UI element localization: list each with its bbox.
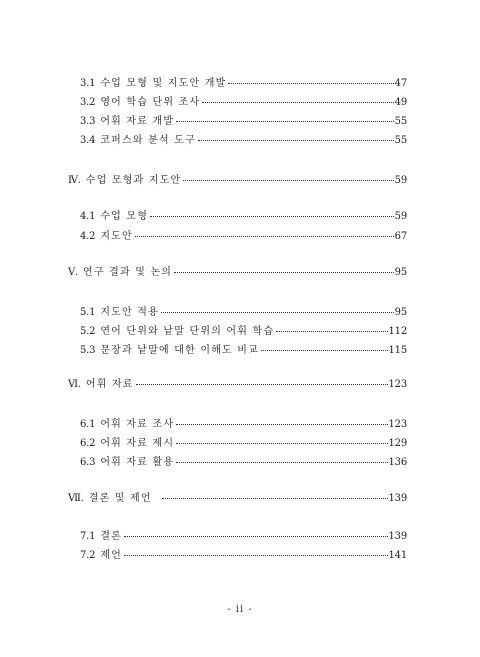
toc-page: 59 [394, 175, 407, 186]
dot-leader [135, 236, 394, 237]
dot-leader [176, 424, 387, 425]
toc-title: 수업 모형과 지도안 [85, 175, 182, 186]
dot-leader [124, 536, 387, 537]
toc-number: 6.1 [80, 419, 96, 430]
dot-leader [124, 555, 387, 556]
toc-entry-4-1[interactable] [80, 210, 407, 224]
toc-entry-5-1[interactable] [80, 306, 407, 320]
toc-number: 6.2 [80, 438, 96, 449]
toc-entry-5-2[interactable] [80, 325, 407, 339]
dot-leader [261, 350, 387, 351]
toc-chapter-7[interactable] [68, 492, 407, 506]
toc-title: 어휘 자료 활용 [100, 457, 175, 468]
toc-title: 문장과 낱말에 대한 이해도 비교 [100, 345, 260, 356]
toc-entry-6-1[interactable] [80, 418, 407, 432]
toc-title: 코퍼스와 분석 도구 [100, 135, 196, 146]
toc-number: 3.2 [80, 97, 96, 108]
toc-page: 49 [394, 97, 407, 108]
toc-title: 지도안 적용 [100, 307, 159, 318]
toc-entry-6-3[interactable] [80, 456, 407, 470]
dot-leader [174, 272, 394, 273]
dot-leader [176, 462, 387, 463]
toc-title: 지도안 [100, 231, 133, 242]
toc-title: 어휘 자료 제시 [100, 438, 175, 449]
dot-leader [202, 102, 393, 103]
toc-page: 115 [388, 345, 407, 356]
toc-number: 3.4 [80, 135, 96, 146]
dot-leader [228, 83, 393, 84]
toc-page: 139 [388, 493, 407, 504]
toc-page: 123 [388, 379, 407, 390]
toc-number: 7.2 [80, 550, 96, 561]
toc-title: 수업 모형 [100, 211, 149, 222]
toc-number: 3.1 [80, 78, 96, 89]
toc-entry-3-4[interactable] [80, 134, 407, 148]
toc-number: 4.1 [80, 211, 96, 222]
toc-entry-4-2[interactable] [80, 230, 407, 244]
toc-page: 95 [394, 307, 407, 318]
toc-number: 4.2 [80, 231, 96, 242]
toc-title: 제언 [100, 550, 123, 561]
toc-entry-3-1[interactable] [80, 77, 407, 91]
dot-leader [276, 331, 387, 332]
toc-page: 55 [394, 135, 407, 146]
toc-entry-3-2[interactable] [80, 96, 407, 110]
toc-number: Ⅴ. [68, 267, 79, 278]
toc-page: 141 [388, 550, 407, 561]
toc-number: Ⅶ. [68, 493, 84, 504]
dot-leader [183, 180, 393, 181]
toc-number: 6.3 [80, 457, 96, 468]
dot-leader [161, 312, 394, 313]
dot-leader [150, 216, 394, 217]
toc-title: 수업 모형 및 지도안 개발 [100, 78, 227, 89]
toc-chapter-4[interactable] [68, 174, 407, 188]
toc-entry-6-2[interactable] [80, 437, 407, 451]
toc-number: 5.2 [80, 326, 96, 337]
toc-title: 연어 단위와 낱말 단위의 어휘 학습 [100, 326, 275, 337]
toc-title: 어휘 자료 개발 [100, 116, 175, 127]
toc-title: 결론 [100, 531, 123, 542]
dot-leader [176, 443, 387, 444]
toc-title: 어휘 자료 조사 [100, 419, 175, 430]
dot-leader [176, 121, 393, 122]
toc-page: 95 [394, 267, 407, 278]
toc-entry-7-1[interactable] [80, 530, 407, 544]
toc-chapter-6[interactable] [68, 378, 407, 392]
toc-chapter-5[interactable] [68, 266, 407, 280]
dot-leader [198, 140, 394, 141]
toc-title: 영어 학습 단위 조사 [100, 97, 201, 108]
toc-page: 139 [388, 531, 407, 542]
dot-leader [162, 498, 388, 499]
dot-leader [136, 384, 388, 385]
toc-page: 55 [394, 116, 407, 127]
toc-number: Ⅳ. [68, 175, 81, 186]
toc-entry-5-3[interactable] [80, 344, 407, 358]
toc-page: 136 [388, 457, 407, 468]
toc-page: 129 [388, 438, 407, 449]
toc-entry-3-3[interactable] [80, 115, 407, 129]
page-number: - ii - [227, 604, 253, 615]
toc-number: 7.1 [80, 531, 96, 542]
toc-page: 112 [388, 326, 407, 337]
toc-entry-7-2[interactable] [80, 549, 407, 563]
toc-page: 123 [388, 419, 407, 430]
toc-page: 59 [394, 211, 407, 222]
toc-page: 47 [394, 78, 407, 89]
toc-number: Ⅵ. [68, 379, 81, 390]
toc-title: 결론 및 제언 [88, 493, 152, 504]
toc-page: 67 [394, 231, 407, 242]
toc-number: 3.3 [80, 116, 96, 127]
toc-number: 5.1 [80, 307, 96, 318]
toc-title: 어휘 자료 [85, 379, 134, 390]
toc-number: 5.3 [80, 345, 96, 356]
toc-title: 연구 결과 및 논의 [83, 267, 173, 278]
